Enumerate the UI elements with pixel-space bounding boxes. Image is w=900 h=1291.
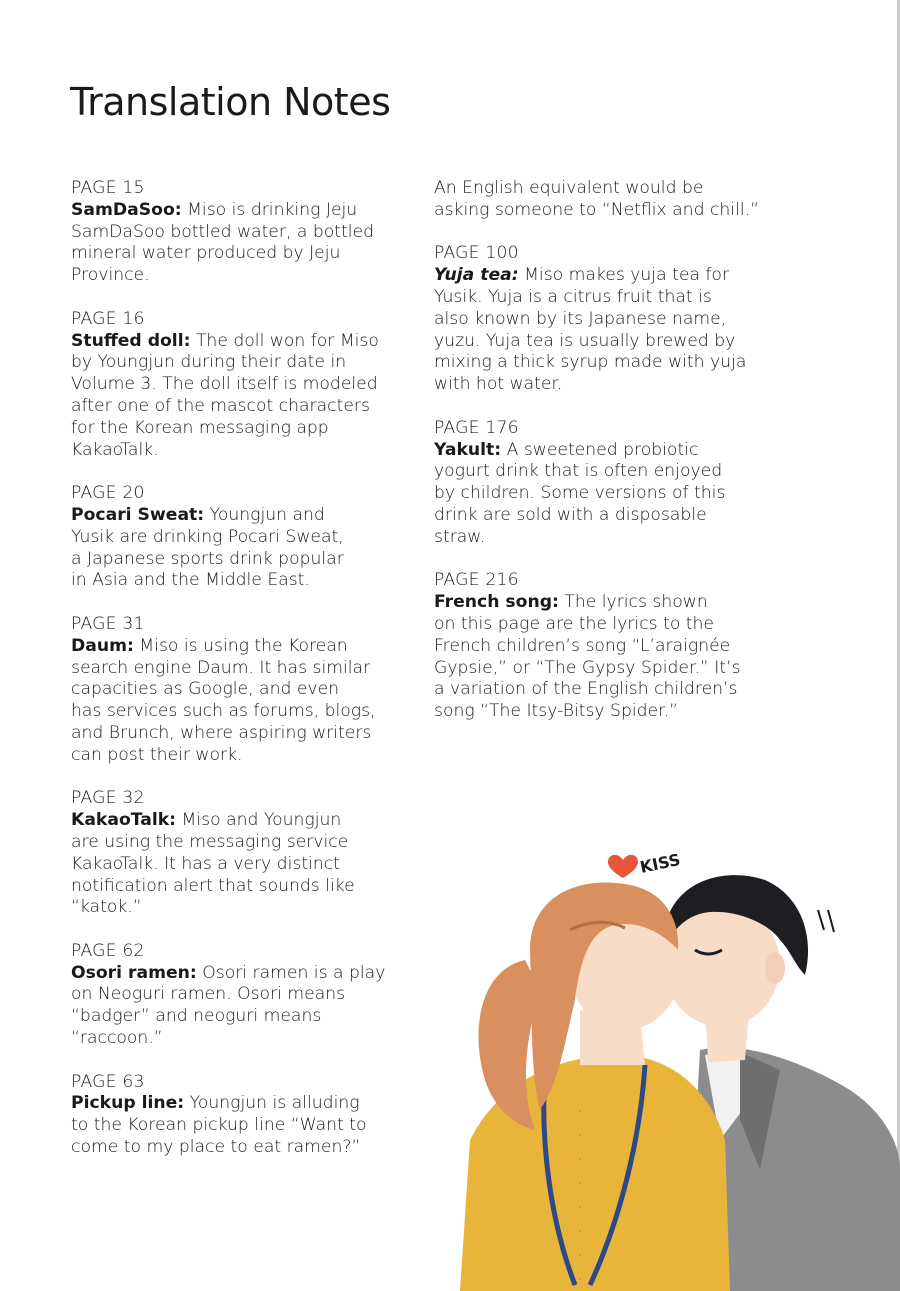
note-line: after one of the mascot characters	[71, 395, 370, 416]
note-line: notification alert that sounds like	[71, 875, 355, 896]
note-line: Youngjun is alluding	[189, 1093, 360, 1114]
kiss-illustration	[440, 840, 900, 1291]
note-line: has services such as forums, blogs,	[71, 701, 376, 722]
note-line: Gypsie,” or “The Gypsy Spider.” It’s	[434, 657, 741, 678]
note-line: with hot water.	[434, 374, 563, 395]
note-page-20	[71, 483, 401, 592]
note-page-label: PAGE 20	[71, 483, 145, 504]
note-line: capacities as Google, and even	[71, 679, 340, 700]
note-line: “badger” and neoguri means	[71, 1006, 322, 1027]
note-page-label: PAGE 216	[434, 570, 519, 591]
motion-mark	[818, 910, 834, 932]
note-page-label: PAGE 100	[434, 243, 519, 264]
note-page-32	[71, 788, 401, 919]
note-line: Miso is drinking Jeju	[187, 199, 358, 220]
note-line: can post their work.	[71, 744, 243, 765]
note-term: Stuffed doll:	[71, 330, 191, 351]
note-line: “katok.”	[71, 897, 142, 918]
note-page-176	[434, 418, 764, 549]
note-line: Youngjun and	[209, 504, 325, 525]
note-line: mineral water produced by Jeju	[71, 243, 341, 264]
note-page-216	[434, 570, 764, 723]
note-line: also known by its Japanese name,	[434, 308, 727, 329]
note-line: Volume 3. The doll itself is modeled	[71, 374, 378, 395]
note-line: KakaoTalk.	[71, 439, 159, 460]
note-term: KakaoTalk:	[71, 810, 177, 831]
note-line: A sweetened probiotic	[506, 439, 699, 460]
note-line: straw.	[434, 526, 486, 547]
note-line: Miso makes yuja tea for	[524, 265, 730, 286]
note-line: search engine Daum. It has similar	[71, 657, 371, 678]
note-line: Miso is using the Korean	[139, 635, 348, 656]
note-page-16	[71, 309, 401, 462]
note-page-label: PAGE 32	[71, 788, 145, 809]
note-term: French song:	[434, 592, 559, 613]
note-line: SamDaSoo bottled water, a bottled	[71, 221, 375, 242]
note-line: yogurt drink that is often enjoyed	[434, 461, 723, 482]
note-page-15	[71, 178, 401, 287]
note-page-label: PAGE 62	[71, 940, 145, 961]
note-line: song “The Itsy-Bitsy Spider.”	[434, 701, 678, 722]
note-line: Yusik are drinking Pocari Sweat,	[71, 526, 344, 547]
note-term: Yakult:	[434, 439, 502, 460]
notes-column-left	[71, 178, 401, 1181]
note-line: a Japanese sports drink popular	[71, 548, 344, 569]
note-line: French children’s song “L’araignée	[434, 635, 731, 656]
note-line: come to my place to eat ramen?”	[71, 1137, 361, 1158]
note-continuation	[434, 178, 764, 222]
note-page-31	[71, 614, 401, 767]
note-line: drink are sold with a disposable	[434, 504, 707, 525]
note-line: yuzu. Yuja tea is usually brewed by	[434, 330, 736, 351]
note-line: Yusik. Yuja is a citrus fruit that is	[434, 286, 712, 307]
heart-icon	[608, 855, 638, 878]
note-term: Pocari Sweat:	[71, 504, 205, 525]
note-term: Pickup line:	[71, 1093, 185, 1114]
note-page-62	[71, 941, 401, 1050]
note-term: Daum:	[71, 635, 134, 656]
note-line: for the Korean messaging app	[71, 417, 329, 438]
note-page-label: PAGE 16	[71, 308, 145, 329]
note-page-63	[71, 1072, 401, 1159]
note-line: Miso and Youngjun	[181, 810, 342, 831]
page-title: Translation Notes	[70, 80, 391, 124]
note-line: a variation of the English children’s	[434, 679, 738, 700]
note-page-label: PAGE 176	[434, 417, 519, 438]
note-line: by Youngjun during their date in	[71, 352, 347, 373]
sfx-text: KISS	[638, 849, 682, 877]
note-line: to the Korean pickup line “Want to	[71, 1115, 367, 1136]
note-line: on Neoguri ramen. Osori means	[71, 984, 346, 1005]
note-page-label: PAGE 63	[71, 1071, 145, 1092]
note-term: Osori ramen:	[71, 962, 197, 983]
note-line: Province.	[71, 265, 150, 286]
note-line: are using the messaging service	[71, 831, 349, 852]
note-line: An English equivalent would be	[434, 178, 704, 198]
note-line: and Brunch, where aspiring writers	[71, 722, 372, 743]
note-page-label: PAGE 15	[71, 178, 145, 198]
note-line: The doll won for Miso	[195, 330, 379, 351]
note-page-label: PAGE 31	[71, 613, 145, 634]
notes-column-right	[434, 178, 764, 745]
note-line: Osori ramen is a play	[202, 962, 386, 983]
note-line: asking someone to “Netflix and chill.”	[434, 199, 759, 220]
note-line: KakaoTalk. It has a very distinct	[71, 853, 340, 874]
note-term: SamDaSoo:	[71, 199, 182, 220]
note-line: on this page are the lyrics to the	[434, 613, 715, 634]
note-line: in Asia and the Middle East.	[71, 570, 310, 591]
man-ear	[765, 952, 785, 984]
note-term: Yuja tea:	[434, 265, 519, 286]
note-page-100	[434, 243, 764, 396]
note-line: “raccoon.”	[71, 1028, 163, 1049]
note-line: The lyrics shown	[564, 592, 708, 613]
note-line: by children. Some versions of this	[434, 483, 726, 504]
note-line: mixing a thick syrup made with yuja	[434, 352, 747, 373]
